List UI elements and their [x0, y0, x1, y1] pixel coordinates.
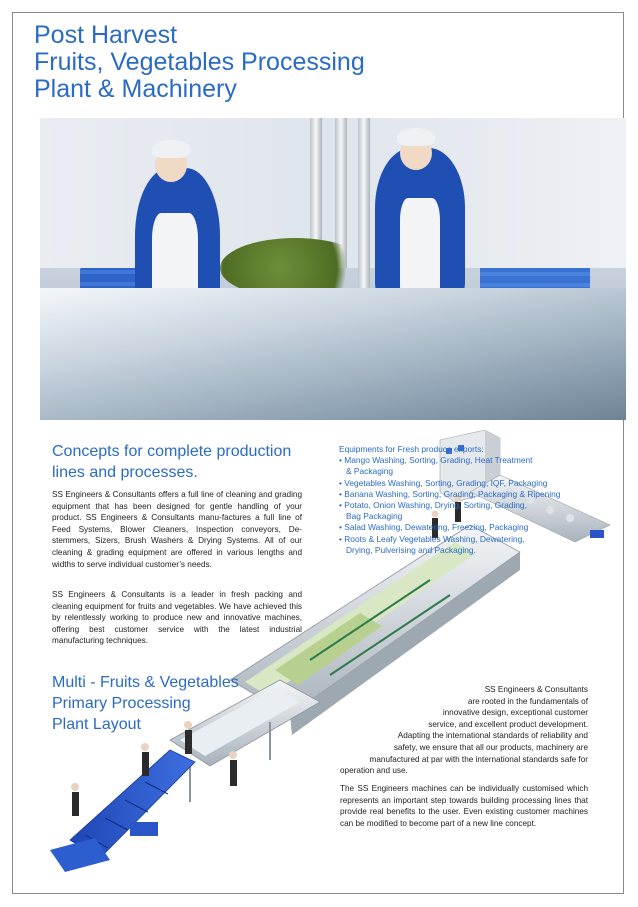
photo-hairnet: [397, 128, 435, 146]
equipment-item-line: • Roots & Leafy Vegetables Washing, Dewatering,: [339, 533, 525, 544]
about-line: are rooted in the fundamentals of: [467, 696, 588, 706]
concepts-heading-line-2: lines and processes.: [52, 464, 198, 481]
plant-layout-heading-line-2: Primary Processing: [52, 695, 191, 712]
about-line: operation and use.: [340, 766, 408, 776]
processing-photo: [40, 118, 626, 420]
about-line: manufactured at par with the international standards safe for: [369, 754, 588, 764]
photo-wash-water: [40, 288, 626, 420]
plant-layout-heading: [52, 672, 272, 735]
customisation-paragraph: The SS Engineers machines can be individually customised which represents an important step towards building processing lines that provide real benefits to the user. Even existing customer machines can be modified to become part of a new line concept.: [340, 784, 588, 828]
equipment-item-line: • Banana Washing, Sorting, Grading, Packaging & Ripening: [339, 488, 561, 499]
equipment-item: [339, 500, 599, 522]
about-line: service, and excellent product development.: [428, 719, 588, 729]
plant-layout-heading-line-3: Plant Layout: [52, 716, 141, 733]
concepts-paragraph-1: SS Engineers & Consultants offers a full line of cleaning and grading equipment that has been designed for gentle handling of your product. SS Engineers & Consultants manu-factures a full line of Feed Systems, Blower Cleaners, Inspection conveyors, De-stemmers, Sizers, Brush Washers & Drying Systems. All of our cleaning & grading equipment are offered in various lengths and widths to serve individual customer’s needs.: [52, 490, 302, 569]
equipment-item-line: • Potato, Onion Washing, Drying, Sorting, Grading,: [339, 500, 527, 511]
about-line: SS Engineers & Consultants: [484, 685, 588, 694]
equipment-item-line: Drying, Pulverising and Packaging.: [346, 544, 476, 555]
about-line: innovative design, exceptional customer: [442, 708, 588, 718]
equipment-heading: Equipments for Fresh produce exports:: [339, 444, 484, 454]
concepts-heading: [52, 441, 312, 483]
equipment-item: [339, 534, 599, 556]
equipment-items: [339, 455, 599, 556]
about-line: Adapting the international standards of reliability and: [397, 731, 588, 741]
equipment-item-line: • Mango Washing, Sorting, Grading, Heat Treatment: [339, 455, 533, 466]
equipment-item-line: • Vegetables Washing, Sorting, Grading, IQF, Packaging: [339, 477, 548, 488]
plant-layout-heading-line-1: Multi - Fruits & Vegetables: [52, 674, 239, 691]
equipment-item: [339, 522, 599, 533]
concepts-heading-line-1: Concepts for complete production: [52, 443, 292, 460]
about-line: safety, we ensure that all our products, machinery are: [393, 742, 588, 752]
title-line-2: Fruits, Vegetables Processing: [34, 48, 365, 76]
about-paragraph: [340, 684, 588, 777]
equipment-item-line: Bag Packaging: [346, 511, 403, 522]
title-line-3: Plant & Machinery: [34, 75, 237, 103]
equipment-item: [339, 478, 599, 489]
concepts-paragraph-2: SS Engineers & Consultants is a leader in fresh packing and cleaning equipment for fruits and vegetables. We have achieved this by relentlessly working to produce new and innovative machines, offering best customer service with the latest industrial manufacturing techniques.: [52, 590, 302, 646]
elevator-conveyor: [50, 750, 195, 872]
equipment-list: [339, 444, 599, 556]
equipment-item: [339, 489, 599, 500]
equipment-item-line: • Salad Washing, Dewatering, Freezing, Packaging: [339, 522, 529, 533]
equipment-item: [339, 455, 599, 477]
title-line-1: Post Harvest: [34, 21, 178, 49]
page-title: [34, 22, 365, 103]
photo-hairnet: [152, 140, 190, 158]
equipment-item-line: & Packaging: [346, 466, 394, 477]
